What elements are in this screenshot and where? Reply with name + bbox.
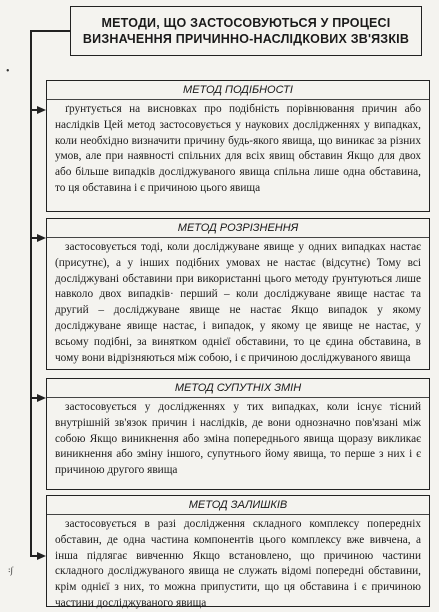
method-box-residues bbox=[46, 495, 430, 607]
arrow-to-method-1 bbox=[37, 106, 46, 114]
method-description: застосовується тоді, коли досліджуване явище у одних випадках настає (присутнє), а у інших подібних умовах не настає (відсутнє) Тому всі досліджувані обставини при використанні цього методу ґрунтуються лише навколо двох випадків· перший – коли досліджуване явище настає та другий – досліджуване явище не настає Якщо випадок у якому досліджуване явище настає, і випадок, у якому це явище не настає, у всьому подібні, за винятком однієї обставини, то це єдина обставина, в чому вони відрізняються між собою, і є причиною досліджуваного явища bbox=[55, 241, 421, 364]
method-box-similarity bbox=[46, 80, 430, 212]
method-box-concomitant-variation bbox=[46, 378, 430, 490]
method-title: МЕТОД ЗАЛИШКІВ bbox=[47, 498, 429, 515]
method-description: ґрунтується на висновках про подібність порівнювання причин або наслідків Цей метод застосовується у наукових дослідженнях у випадках, коли необхідно визначити причину будь-якого явища, що виникає за різних умов, але при наявності спільних для всіх явищ обставин Якщо для двох або більше випадків досліджуваного явища спільна лише одна обставина, то ця обставина і є причиною цього явища bbox=[55, 103, 421, 194]
connector-top bbox=[30, 30, 70, 32]
method-title: МЕТОД СУПУТНІХ ЗМІН bbox=[47, 381, 429, 398]
margin-scribble: ꞉∫ bbox=[8, 565, 13, 575]
margin-dot: • bbox=[6, 66, 10, 77]
diagram-title: МЕТОДИ, ЩО ЗАСТОСОВУЮТЬСЯ У ПРОЦЕСІ ВИЗНАЧЕННЯ ПРИЧИННО-НАСЛІДКОВИХ ЗВ'ЯЗКІВ bbox=[70, 6, 422, 56]
method-title: МЕТОД РОЗРІЗНЕННЯ bbox=[47, 221, 429, 238]
method-description: застосовується в разі дослідження складного комплексу попередніх обставин, де одна частина компонентів цього комплексу вже вивчена, а інша підлягає вивченню Якщо встановлено, що причиною частини складного досліджуваного явища не служать відомі попередні обставини, крім однієї з них, то можна припустити, що ця обставина і є причиною частини досліджуваного явища bbox=[55, 518, 421, 609]
method-box-difference bbox=[46, 218, 430, 370]
arrow-to-method-2 bbox=[37, 234, 46, 242]
method-title: МЕТОД ПОДІБНОСТІ bbox=[47, 83, 429, 100]
arrow-to-method-4 bbox=[37, 552, 46, 560]
arrow-to-method-3 bbox=[37, 394, 46, 402]
method-description: застосовується у дослідженнях у тих випадках, коли існує тісний внутрішній зв'язок причин і наслідків, де вони однозначно пов'язані між собою Якщо виникнення або зміна попереднього явища щоразу викликає виникнення або зміну іншого, супутнього йому явища, то перше з них і є причиною другого явища bbox=[55, 401, 421, 477]
